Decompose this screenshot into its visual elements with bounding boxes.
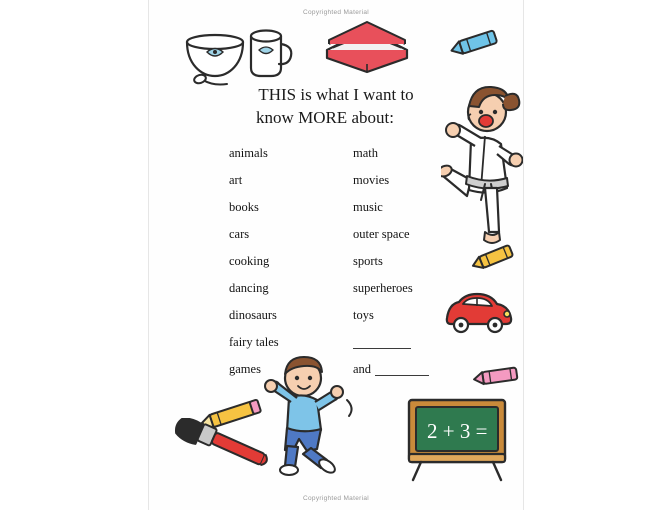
pink-crayon-illustration <box>469 362 524 392</box>
stack-of-books-illustration <box>321 20 413 76</box>
yellow-crayon-illustration <box>467 242 523 276</box>
red-car-illustration <box>437 288 517 336</box>
and-label: and <box>353 362 372 376</box>
blue-crayon-illustration <box>447 28 507 62</box>
list-item: dinosaurs <box>229 308 277 322</box>
chalkboard-illustration <box>403 396 513 482</box>
karate-girl-illustration <box>441 84 524 256</box>
list-item: dancing <box>229 281 269 295</box>
list-item: fairy tales <box>229 335 279 349</box>
list-item: toys <box>353 308 374 322</box>
list-item: cars <box>229 227 250 241</box>
list-item: outer space <box>353 227 410 241</box>
list-item: books <box>229 200 259 214</box>
page-title-line2: know MORE about: <box>256 107 394 127</box>
blank-underline <box>375 365 429 376</box>
list-item: art <box>229 173 243 187</box>
chalkboard-equation: 2 + 3 = <box>427 419 488 443</box>
list-item: cooking <box>229 254 270 268</box>
write-in-blank[interactable] <box>353 335 503 350</box>
list-item: music <box>353 200 383 214</box>
dancing-boy-illustration <box>261 356 372 476</box>
copyright-watermark-top: Copyrighted Material <box>303 9 369 16</box>
list-item: animals <box>229 146 268 160</box>
paintbrush-illustration <box>167 418 271 482</box>
teacup-and-saucer-illustration <box>181 24 301 94</box>
list-item: games <box>229 362 261 376</box>
list-item: math <box>353 146 378 160</box>
copyright-watermark-bottom: Copyrighted Material <box>303 495 369 502</box>
book-page <box>148 0 524 510</box>
list-item: movies <box>353 173 390 187</box>
list-item: superheroes <box>353 281 413 295</box>
blank-underline <box>353 338 411 349</box>
page-title-line1: THIS is what I want to <box>258 85 414 104</box>
list-item: sports <box>353 254 383 268</box>
